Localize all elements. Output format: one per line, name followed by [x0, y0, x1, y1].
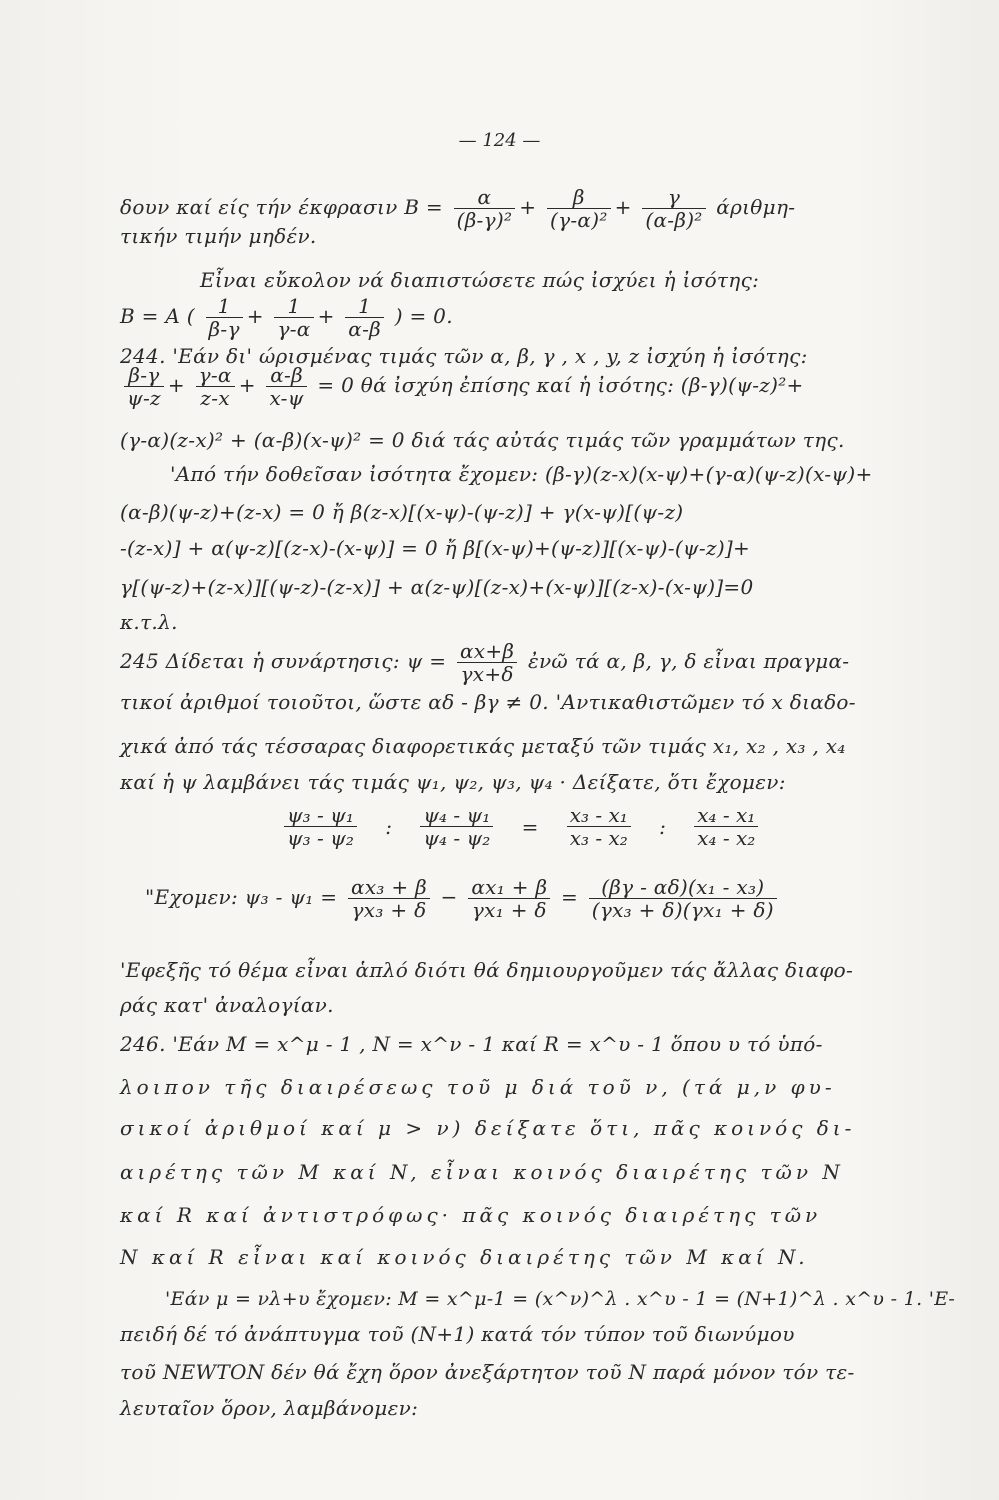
- text-line: δουν καί είς τήν έκφρασιν B = $\frac{\alpha}{\text{(β-γ)²}}$ + $\frac{\beta}{\text{(γ-α)²}}$ + $\frac{\gamma}{\text{(α-β)²}}$ άριθμη-: [120, 185, 796, 232]
- text-line: 'Από τήν δοθεῖσαν ἰσότητα ἔχομεν: (β-γ)(z-x)(x-ψ)+(γ-α)(ψ-z)(x-ψ)+: [170, 462, 873, 486]
- denominator: ψ-z: [127, 386, 161, 410]
- text: ἐνῶ τά α, β, γ, δ εἶναι πραγμα-: [527, 649, 850, 673]
- denominator: x₃ - x₂: [569, 826, 628, 850]
- numerator: α: [454, 186, 516, 209]
- fraction: [345, 295, 384, 340]
- text-line: 246. 'Εάν M = x^μ - 1 , N = x^ν - 1 καί R = x^υ - 1 ὅπου υ τό ὑπό-: [120, 1032, 823, 1056]
- fraction: [468, 876, 550, 921]
- text-line: χικά ἀπό τάς τέσσαρας διαφορετικάς μεταξύ τῶν τιμάς x₁, x₂ , x₃ , x₄: [120, 734, 846, 758]
- denominator: α-β: [348, 317, 382, 341]
- text-line: αιρέτης τῶν M καί N, εἶναι κοινός διαιρέτης τῶν N: [120, 1160, 844, 1184]
- text: άριθμη-: [716, 195, 796, 219]
- fraction: [124, 364, 164, 409]
- operator: :: [385, 814, 392, 839]
- text: ) = 0.: [394, 304, 453, 328]
- fraction: [206, 295, 243, 340]
- numerator: αx₁ + β: [468, 876, 550, 899]
- fraction: [274, 295, 313, 340]
- numerator: γ-α: [196, 364, 235, 387]
- denominator: ψ₄ - ψ₂: [423, 826, 491, 850]
- formula-line: B = A ( $\frac{1}{\beta-\gamma}$ + $\frac{1}{\gamma-\alpha}$ + $\frac{1}{\alpha-\beta}$ ) = 0.: [120, 294, 453, 341]
- numerator: αx₃ + β: [348, 876, 430, 899]
- formula-line: [145, 876, 939, 921]
- denominator: (α-β)²: [645, 208, 703, 232]
- text-line: καί ἡ ψ λαμβάνει τάς τιμάς ψ₁, ψ₂, ψ₃, ψ₄ · Δείξατε, ὅτι ἔχομεν:: [120, 770, 786, 794]
- denominator: ψ₃ - ψ₂: [287, 826, 354, 850]
- text-line: κ.τ.λ.: [120, 610, 178, 634]
- denominator: (γ-α)²: [550, 208, 608, 232]
- text-line: λοιπον τῆς διαιρέσεως τοῦ μ διά τοῦ ν, (τά μ,ν φυ-: [120, 1075, 836, 1099]
- text: B = A (: [120, 304, 195, 328]
- denominator: x₄ - x₂: [697, 826, 756, 850]
- fraction: [420, 804, 493, 849]
- text-line: 'Εφεξῆς τό θέμα εἶναι ἁπλό διότι θά δημιουργοῦμεν τάς ἄλλας διαφο-: [120, 958, 854, 982]
- denominator: (β-γ)²: [456, 208, 513, 232]
- text-line: -(z-x)] + α(ψ-z)[(z-x)-(x-ψ)] = 0 ἤ β[(x-ψ)+(ψ-z)][(x-ψ)-(ψ-z)]+: [120, 536, 751, 560]
- denominator: z-x: [200, 386, 230, 410]
- fraction: [196, 364, 235, 409]
- denominator: x-ψ: [269, 386, 304, 410]
- numerator: αx+β: [457, 640, 517, 663]
- text: 245 Δίδεται ἡ συνάρτησις: ψ =: [120, 649, 447, 673]
- numerator: x₄ - x₁: [694, 804, 758, 827]
- text-line: γ[(ψ-z)+(z-x)][(ψ-z)-(z-x)] + α(z-ψ)[(z-x)+(x-ψ)][(z-x)-(x-ψ)]=0: [120, 575, 754, 599]
- text-line: ράς κατ' ἀναλογίαν.: [120, 993, 334, 1017]
- text-line: πειδή δέ τό ἀνάπτυγμα τοῦ (N+1) κατά τόν τύπον τοῦ διωνύμου: [120, 1322, 795, 1346]
- denominator: γx₁ + δ: [471, 898, 547, 922]
- fraction: [694, 804, 758, 849]
- fraction: [457, 640, 517, 685]
- text-line: Εἶναι εὔκολον νά διαπιστώσετε πώς ἰσχύει ἡ ἰσότης:: [200, 268, 760, 292]
- text-line: 244. 'Εάν δι' ώρισμένας τιμάς τῶν α, β, γ , x , y, z ἰσχύη ἡ ἰσότης:: [120, 344, 808, 368]
- page-number: — 124 —: [458, 130, 541, 151]
- operator: =: [561, 885, 579, 909]
- text-line: 'Εάν μ = νλ+υ ἔχομεν: M = x^μ-1 = (x^ν)^λ . x^υ - 1 = (N+1)^λ . x^υ - 1. 'Ε-: [165, 1288, 956, 1310]
- numerator: 1: [274, 295, 313, 318]
- numerator: γ: [642, 186, 705, 209]
- denominator: (γx₃ + δ)(γx₁ + δ): [591, 898, 774, 922]
- denominator: γ-α: [277, 317, 311, 341]
- proportion-formula: [280, 804, 762, 849]
- operator: =: [521, 814, 539, 839]
- fraction: [284, 804, 357, 849]
- text-line: καί R καί ἀντιστρόφως· πᾶς κοινός διαιρέτης τῶν: [120, 1203, 822, 1227]
- denominator: β-γ: [208, 317, 240, 341]
- numerator: ψ₄ - ψ₁: [420, 804, 493, 827]
- text: δουν καί είς τήν έκφρασιν B =: [120, 195, 443, 219]
- text-line: τικοί ἀριθμοί τοιοῦτοι, ὥστε αδ - βγ ≠ 0. 'Αντικαθιστῶμεν τό x διαδο-: [120, 690, 856, 714]
- numerator: (βγ - αδ)(x₁ - x₃): [589, 876, 777, 899]
- text: "Εχομεν: ψ₃ - ψ₁ =: [145, 885, 338, 909]
- numerator: α-β: [266, 364, 306, 387]
- operator: :: [659, 814, 666, 839]
- numerator: β: [547, 186, 611, 209]
- fraction: [266, 364, 306, 409]
- formula-line: [120, 640, 939, 685]
- text-line: (α-β)(ψ-z)+(z-x) = 0 ἤ β(z-x)[(x-ψ)-(ψ-z)] + γ(x-ψ)[(ψ-z): [120, 500, 684, 524]
- numerator: x₃ - x₁: [567, 804, 631, 827]
- text-line: σικοί ἀριθμοί καί μ > ν) δείξατε ὅτι, πᾶς κοινός δι-: [120, 1116, 856, 1140]
- text-line: τικήν τιμήν μηδέν.: [120, 224, 317, 248]
- fraction: [348, 876, 430, 921]
- denominator: γx₃ + δ: [351, 898, 427, 922]
- denominator: γx+δ: [460, 662, 514, 686]
- fraction: [589, 876, 777, 921]
- operator: −: [440, 885, 458, 909]
- text-line: λευταῖον ὅρον, λαμβάνομεν:: [120, 1396, 419, 1420]
- formula-line: $\frac{\beta-\gamma}{\psi-z}$ + $\frac{\gamma-\alpha}{z-x}$ + $\frac{\alpha-\beta}{x-\psi}$ = 0 θά ἰσχύη ἐπίσης καί ἡ ἰσότης: (β-γ)(ψ-z)²+: [120, 364, 939, 409]
- numerator: ψ₃ - ψ₁: [284, 804, 357, 827]
- text: = 0 θά ἰσχύη ἐπίσης καί ἡ ἰσότης: (β-γ)(ψ-z)²+: [317, 373, 804, 397]
- numerator: β-γ: [124, 364, 164, 387]
- numerator: 1: [345, 295, 384, 318]
- fraction: [567, 804, 631, 849]
- text-line: (γ-α)(z-x)² + (α-β)(x-ψ)² = 0 διά τάς αὐτάς τιμάς τῶν γραμμάτων της.: [120, 428, 845, 452]
- text-line: τοῦ NEWTON δέν θά ἔχη ὅρον ἀνεξάρτητον τοῦ N παρά μόνον τόν τε-: [120, 1360, 855, 1384]
- text-line: N καί R εἶναι καί κοινός διαιρέτης τῶν M καί N.: [120, 1245, 809, 1269]
- numerator: 1: [206, 295, 243, 318]
